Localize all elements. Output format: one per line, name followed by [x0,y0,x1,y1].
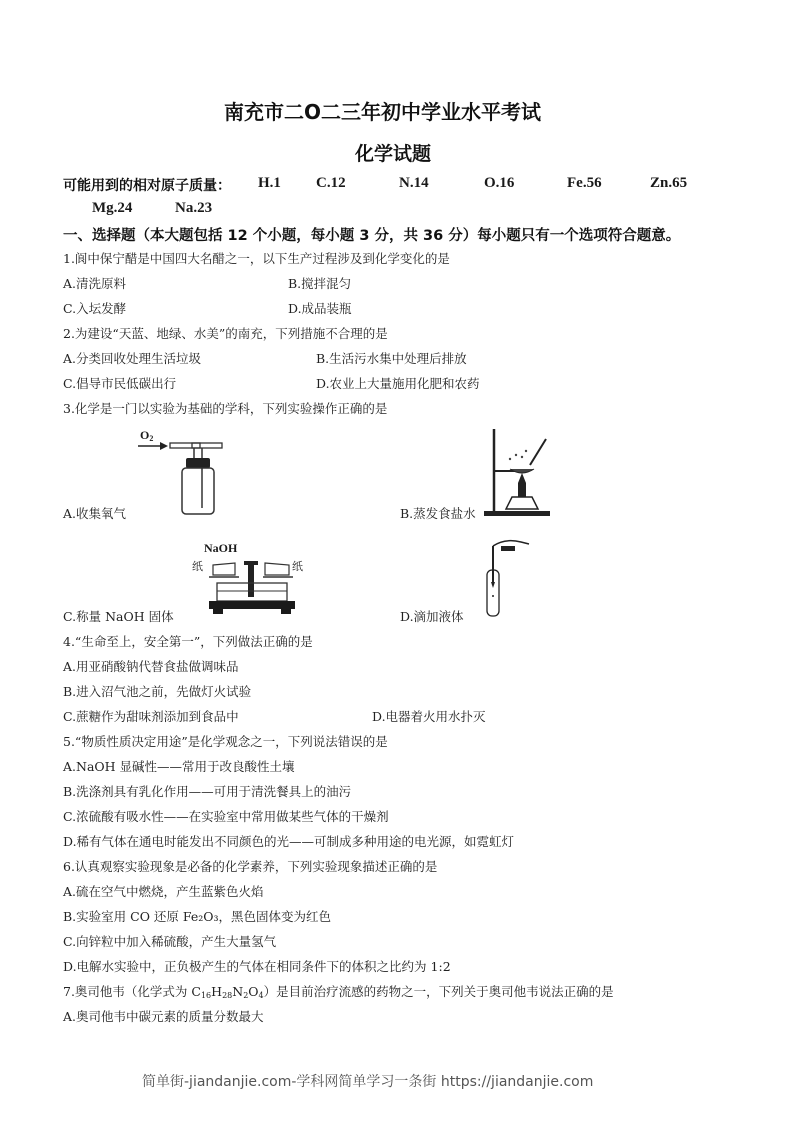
q2-option-a: A.分类回收处理生活垃圾 [63,351,202,366]
q4-option-b: B.进入沼气池之前，先做灯火试验 [63,684,252,699]
q2-option-b: B.生活污水集中处理后排放 [316,351,467,366]
question-6-stem: 6.认真观察实验现象是必备的化学素养，下列实验现象描述正确的是 [63,859,438,874]
exam-title: 南充市二O二三年初中学业水平考试 [224,100,542,124]
footer-watermark: 简单街-jiandanjie.com-学科网简单学习一条街 https://jiandanjie.com [142,1074,594,1090]
dropper-test-tube-figure [485,538,535,620]
paper-right-label: 纸 [292,560,303,573]
q6-option-b: B.实验室用 CO 还原 Fe₂O₃，黑色固体变为红色 [63,909,332,924]
q2-option-c: C.倡导市民低碳出行 [63,376,177,391]
exam-subtitle: 化学试题 [355,143,432,165]
q4-option-a: A.用亚硝酸钠代替食盐做调味品 [63,659,239,674]
atomic-mass-h: H.1 [258,175,281,191]
q6-option-d: D.电解水实验中，正负极产生的气体在相同条件下的体积之比约为 1:2 [63,959,451,974]
question-1-stem: 1.阆中保宁醋是中国四大名醋之一，以下生产过程涉及到化学变化的是 [63,251,450,266]
q4-option-c: C.蔗糖作为甜味剂添加到食品中 [63,709,239,724]
paper-left-label: 纸 [192,560,203,573]
question-5-stem: 5.“物质性质决定用途”是化学观念之一，下列说法错误的是 [63,734,388,749]
atomic-mass-mg: Mg.24 [92,200,133,216]
q7-option-a: A.奥司他韦中碳元素的质量分数最大 [63,1009,264,1024]
q3-option-d: D.滴加液体 [400,609,464,624]
q3-option-c: C.称量 NaOH 固体 [63,609,174,624]
q6-option-a: A.硫在空气中燃烧，产生蓝紫色火焰 [63,884,264,899]
q3-option-a: A.收集氧气 [63,506,127,521]
q5-option-c: C.浓硫酸有吸水性——在实验室中常用做某些气体的干燥剂 [63,809,389,824]
question-7-stem: 7.奥司他韦（化学式为 $C_{16}H_{28}N_2O_4$）是目前治疗流感的药物之一，下列关于奥司他韦说法正确的是 [63,984,614,1000]
q4-option-d: D.电器着火用水扑灭 [372,709,486,724]
naoh-label: NaOH [204,541,238,555]
balance-scale-figure [205,555,300,620]
atomic-mass-fe: Fe.56 [567,175,602,191]
gas-collection-bottle-figure [138,440,228,520]
section-heading: 一、选择题（本大题包括 12 个小题，每小题 3 分，共 36 分）每小题只有一个选项符合题意。 [63,228,681,244]
q6-option-c: C.向锌粒中加入稀硫酸，产生大量氢气 [63,934,277,949]
q5-option-a: A.NaOH 显碱性——常用于改良酸性土壤 [63,759,295,774]
atomic-mass-na: Na.23 [175,200,213,216]
q1-option-d: D.成品装瓶 [288,301,352,316]
q5-option-b: B.洗涤剂具有乳化作用——可用于清洗餐具上的油污 [63,784,352,799]
q1-option-c: C.入坛发酵 [63,301,127,316]
question-2-stem: 2.为建设“天蓝、地绿、水美”的南充，下列措施不合理的是 [63,326,388,341]
atomic-mass-zn: Zn.65 [650,175,688,191]
q1-option-b: B.搅拌混匀 [288,276,352,291]
q1-option-a: A.清洗原料 [63,276,127,291]
atomic-mass-label: 可能用到的相对原子质量： [63,178,231,194]
q3-option-b: B.蒸发食盐水 [400,506,476,521]
evaporation-setup-figure [480,425,555,520]
question-4-stem: 4.“生命至上，安全第一”，下列做法正确的是 [63,634,313,649]
o2-label: $O_2$ [140,428,154,443]
question-3-stem: 3.化学是一门以实验为基础的学科，下列实验操作正确的是 [63,401,388,416]
q2-option-d: D.农业上大量施用化肥和农药 [316,376,480,391]
atomic-mass-c: C.12 [316,175,346,191]
atomic-mass-o: O.16 [484,175,515,191]
atomic-mass-n: N.14 [399,175,429,191]
q5-option-d: D.稀有气体在通电时能发出不同颜色的光——可制成多种用途的电光源，如霓虹灯 [63,834,515,849]
